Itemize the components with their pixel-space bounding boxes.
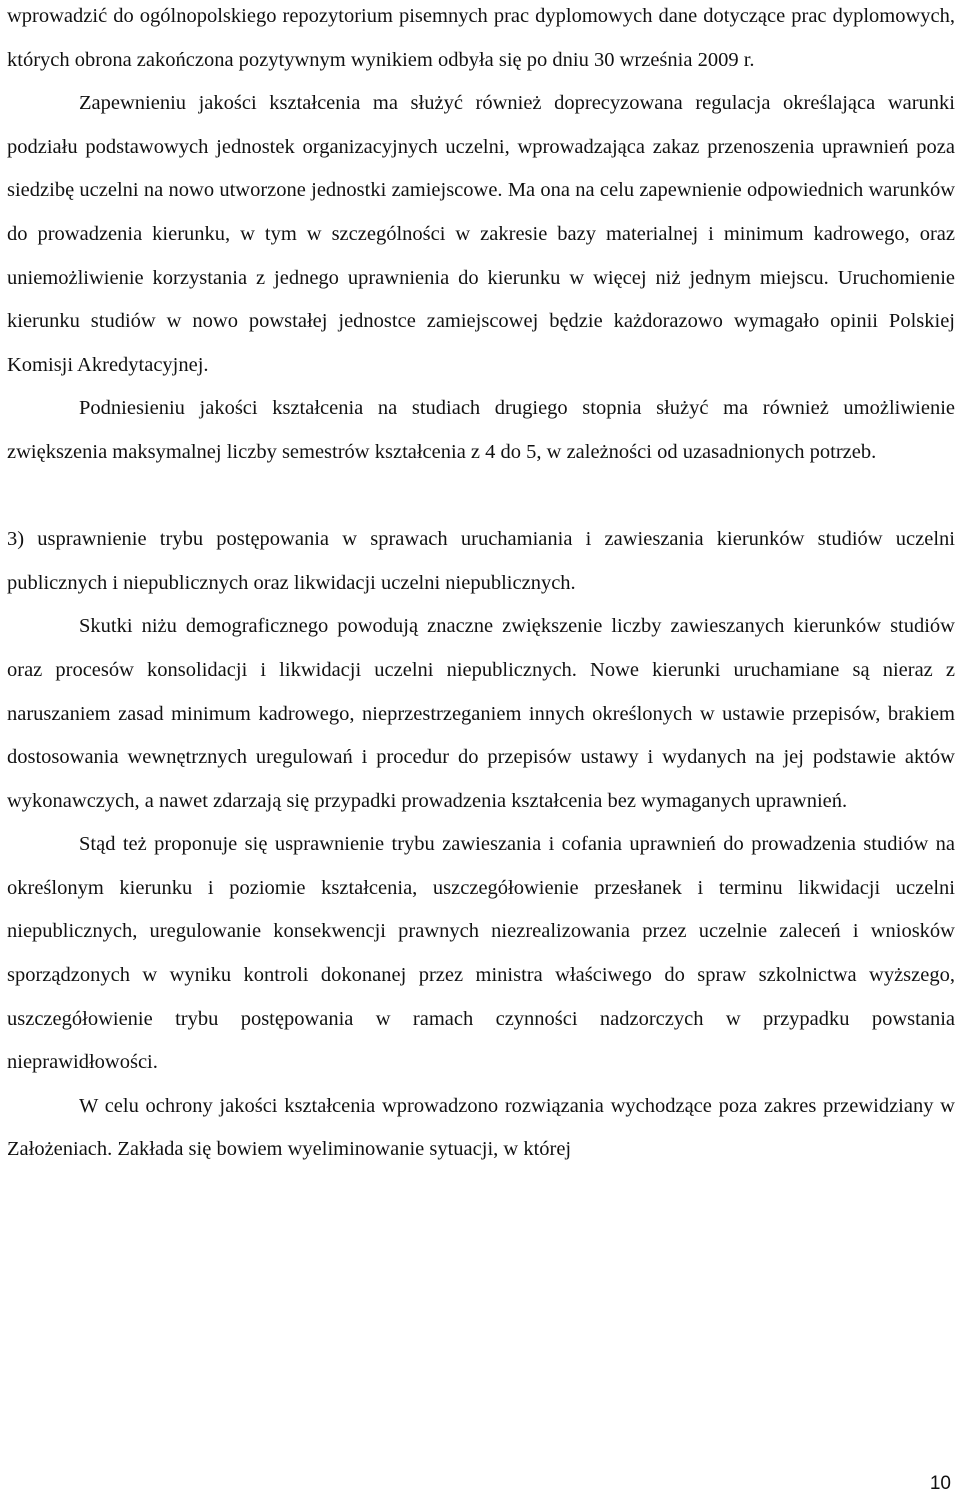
paragraph-unit-regulation: Zapewnieniu jakości kształcenia ma służyć również doprecyzowana regulacja określająca warunki podziału podstawowych jednostek organizacyjnych uczelni, wprowadzająca zakaz przenoszenia uprawnień poza siedzibę uczelni na nowo utworzone jednostki zamiejscowe. Ma ona na celu zapewnienie odpowiednich warunków do prowadzenia kierunku, w tym w szczególności w zakresie bazy materialnej i minimum kadrowego, oraz uniemożliwienie korzystania z jednego uprawnienia do kierunku w więcej niż jednym miejscu. Uruchomienie kierunku studiów w nowo powstałej jednostce zamiejscowej będzie każdorazowo wymagało opinii Polskiej Komisji Akredytacyjnej. [7,92,955,376]
paragraph-proposal: Stąd też proponuje się usprawnienie trybu zawieszania i cofania uprawnień do prowadzenia studiów na określonym kierunku i poziomie kształcenia, uszczegółowienie przesłanek i terminu likwidacji uczelni niepublicznych, uregulowanie konsekwencji prawnych niezrealizowania przez uczelnie zaleceń i wniosków sporządzonych w wyniku kontroli dokonanej przez ministra właściwego do spraw szkolnictwa wyższego, uszczegółowienie trybu postępowania w ramach czynności nadzorczych w przypadku powstania nieprawidłowości. [7,833,955,1074]
page-number: 10 [929,1473,951,1494]
list-item-3: 3) usprawnienie trybu postępowania w sprawach uruchamiania i zawieszania kierunków studiów uczelni publicznych i niepublicznych oraz likwidacji uczelni niepublicznych. [7,528,955,594]
paragraph-continuation: wprowadzić do ogólnopolskiego repozytorium pisemnych prac dyplomowych dane dotyczące prac dyplomowych, których obrona zakończona pozytywnym wynikiem odbyła się po dniu 30 września 2009 r. [7,5,955,71]
paragraph-quality-protection: W celu ochrony jakości kształcenia wprowadzono rozwiązania wychodzące poza zakres przewidziany w Założeniach. Zakłada się bowiem wyeliminowanie sytuacji, w której [7,1094,955,1161]
paragraph-second-degree-studies: Podniesieniu jakości kształcenia na studiach drugiego stopnia służyć ma również umożliwienie zwiększenia maksymalnej liczby semestrów kształcenia z 4 do 5, w zależności od uzasadnionych potrzeb. [7,397,955,463]
paragraph-demographic-effects: Skutki niżu demograficznego powodują znaczne zwiększenie liczby zawieszanych kierunków studiów oraz procesów konsolidacji i likwidacji uczelni niepublicznych. Nowe kierunki uruchamiane są nieraz z naruszaniem zasad minimum kadrowego, nieprzestrzeganiem innych określonych w ustawie przepisów, brakiem dostosowania wewnętrznych uregulowań i procedur do przepisów ustawy i wydanych na jej podstawie aktów wykonawczych, a nawet zdarzają się przypadki prowadzenia kształcenia bez wymaganych uprawnień. [7,615,955,812]
document-page [7,0,955,1509]
paragraph-spacer [7,475,955,519]
